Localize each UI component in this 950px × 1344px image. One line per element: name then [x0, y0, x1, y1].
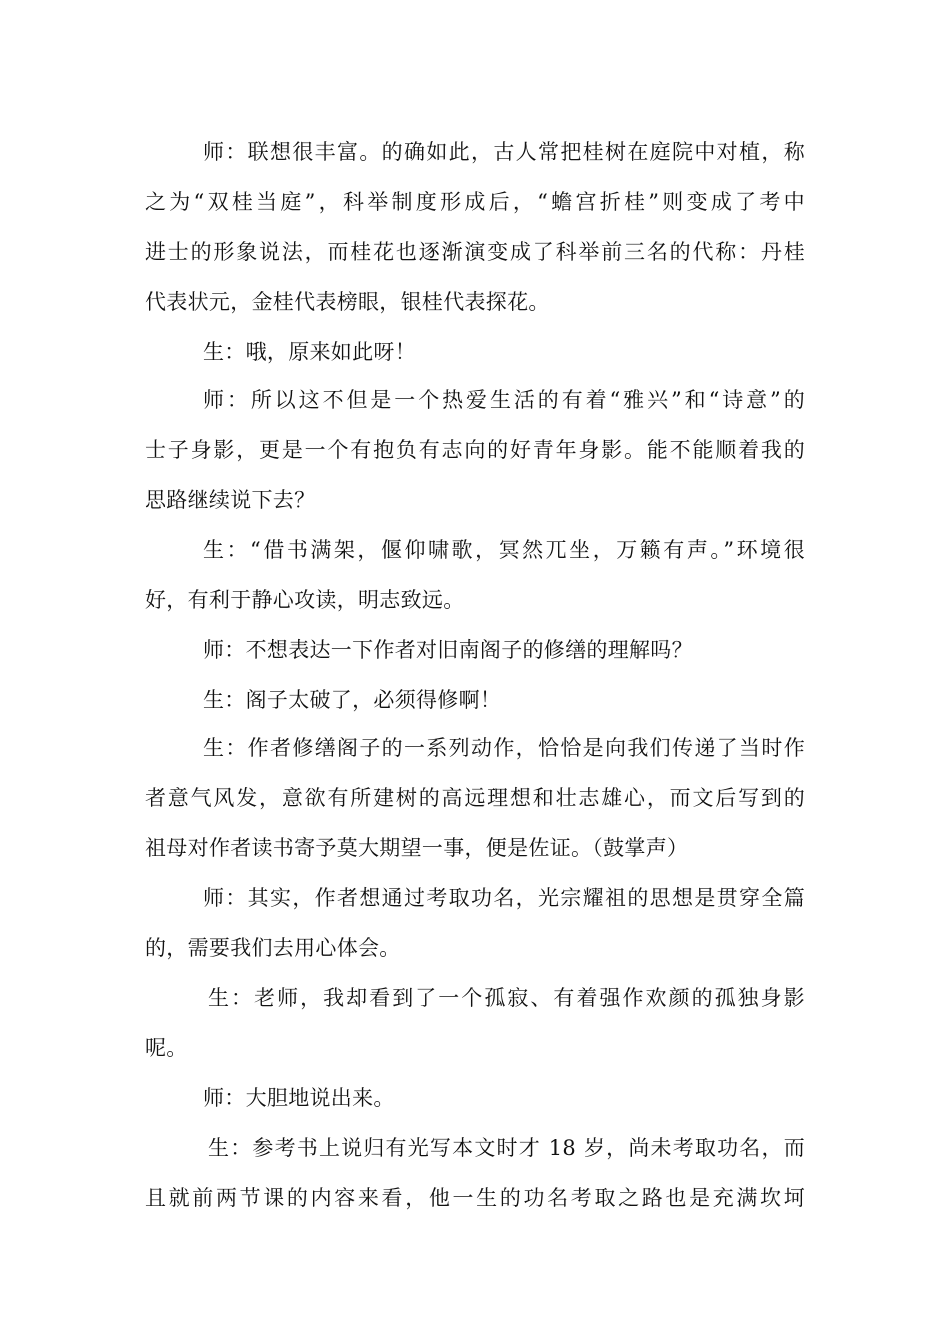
paragraph-line: 生：“借书满架，偃仰啸歌，冥然兀坐，万籁有声。”环境很 — [203, 538, 805, 562]
paragraph-line: 士子身影，更是一个有抱负有志向的好青年身影。能不能顺着我的 — [145, 438, 805, 462]
paragraph-line: 师：其实，作者想通过考取功名，光宗耀祖的思想是贯穿全篇 — [203, 886, 805, 910]
paragraph-line: 生：老师，我却看到了一个孤寂、有着强作欢颜的孤独身影 — [208, 986, 805, 1010]
paragraph-line: 好，有利于静心攻读，明志致远。 — [145, 588, 465, 612]
paragraph-line: 师：所以这不但是一个热爱生活的有着“雅兴”和“诗意”的 — [203, 388, 805, 412]
paragraph-line: 师：不想表达一下作者对旧南阁子的修缮的理解吗？ — [203, 638, 693, 662]
paragraph-line: 的，需要我们去用心体会。 — [145, 936, 401, 960]
paragraph-line: 思路继续说下去？ — [145, 488, 316, 512]
paragraph-line: 且就前两节课的内容来看，他一生的功名考取之路也是充满坎坷 — [145, 1186, 805, 1210]
paragraph-line: 生：阁子太破了，必须得修啊！ — [203, 688, 502, 712]
paragraph-line: 师：大胆地说出来。 — [203, 1086, 395, 1110]
paragraph-line: 代表状元，金桂代表榜眼，银桂代表探花。 — [145, 290, 550, 314]
paragraph-line: 生：哦，原来如此呀！ — [203, 340, 416, 364]
paragraph-line: 呢。 — [145, 1036, 188, 1060]
paragraph-line: 之为“双桂当庭”，科举制度形成后，“蟾宫折桂”则变成了考中 — [145, 190, 805, 214]
paragraph-line: 者意气风发，意欲有所建树的高远理想和壮志雄心，而文后写到的 — [145, 786, 805, 810]
paragraph-line: 祖母对作者读书寄予莫大期望一事，便是佐证。（鼓掌声） — [145, 836, 689, 860]
paragraph-line: 生：作者修缮阁子的一系列动作，恰恰是向我们传递了当时作 — [203, 736, 805, 760]
paragraph-line: 生：参考书上说归有光写本文时才 18 岁，尚未考取功名，而 — [208, 1136, 805, 1160]
paragraph-line: 进士的形象说法，而桂花也逐渐演变成了科举前三名的代称：丹桂 — [145, 240, 805, 264]
paragraph-line: 师：联想很丰富。的确如此，古人常把桂树在庭院中对植，称 — [203, 140, 805, 164]
